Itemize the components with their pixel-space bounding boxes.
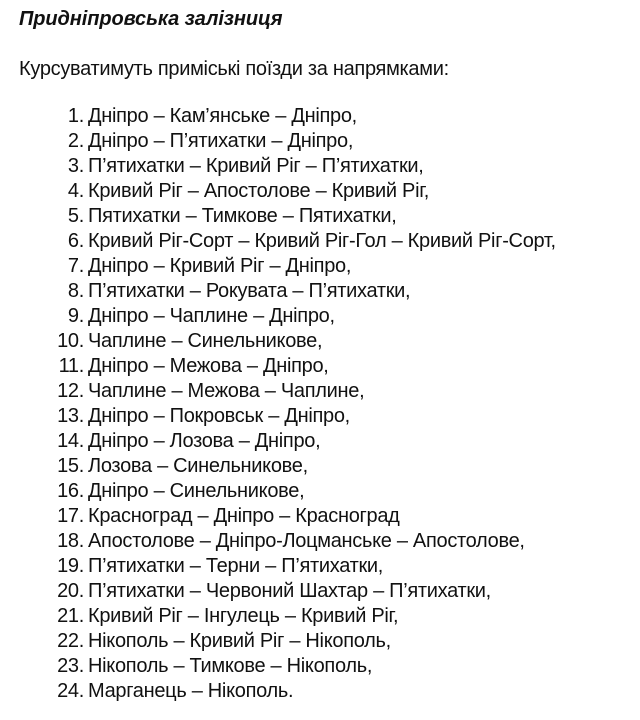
route-text: Кривий Ріг-Сорт – Кривий Ріг-Гол – Кривий Ріг-Сорт, xyxy=(88,230,556,252)
item-number: 12. xyxy=(57,380,84,402)
route-text: Дніпро – Кривий Ріг – Дніпро, xyxy=(88,255,352,277)
route-text: П’ятихатки – Терни – П’ятихатки, xyxy=(88,555,384,577)
route-text: Кривий Ріг – Інгулець – Кривий Ріг, xyxy=(88,605,399,627)
item-number: 8. xyxy=(67,280,84,302)
item-number: 1. xyxy=(67,105,84,127)
item-number: 20. xyxy=(57,580,84,602)
item-number: 15. xyxy=(57,455,84,477)
intro-text: Курсуватимуть приміські поїзди за напрямками: xyxy=(19,58,449,80)
route-text: Чаплине – Межова – Чаплине, xyxy=(88,380,365,402)
route-text: Кривий Ріг – Апостолове – Кривий Ріг, xyxy=(88,180,430,202)
item-number: 11. xyxy=(58,355,84,377)
item-number: 14. xyxy=(57,430,84,452)
route-text: Дніпро – Лозова – Дніпро, xyxy=(88,430,321,452)
route-text: Апостолове – Дніпро-Лоцманське – Апостолове, xyxy=(88,530,525,552)
route-text: Дніпро – Чаплине – Дніпро, xyxy=(88,305,335,327)
item-number: 23. xyxy=(57,655,84,677)
route-text: Марганець – Нікополь. xyxy=(88,680,294,702)
document-title: Придніпровська залізниця xyxy=(19,8,283,30)
route-text: Красноград – Дніпро – Красноград xyxy=(88,505,400,527)
route-text: Дніпро – Кам’янське – Дніпро, xyxy=(88,105,357,127)
item-number: 7. xyxy=(67,255,84,277)
item-number: 3. xyxy=(67,155,84,177)
item-number: 2. xyxy=(67,130,84,152)
item-number: 13. xyxy=(57,405,84,427)
route-text: Нікополь – Тимкове – Нікополь, xyxy=(88,655,373,677)
route-text: Пятихатки – Тимкове – Пятихатки, xyxy=(88,205,397,227)
item-number: 18. xyxy=(57,530,84,552)
route-text: Дніпро – П’ятихатки – Дніпро, xyxy=(88,130,354,152)
route-text: П’ятихатки – Кривий Ріг – П’ятихатки, xyxy=(88,155,424,177)
item-number: 21. xyxy=(57,605,84,627)
item-number: 4. xyxy=(67,180,84,202)
route-text: Дніпро – Межова – Дніпро, xyxy=(88,355,329,377)
route-text: Дніпро – Покровськ – Дніпро, xyxy=(88,405,350,427)
route-text: Лозова – Синельникове, xyxy=(88,455,308,477)
item-number: 5. xyxy=(67,205,84,227)
item-number: 10. xyxy=(57,330,84,352)
item-number: 19. xyxy=(57,555,84,577)
route-text: Дніпро – Синельникове, xyxy=(88,480,305,502)
item-number: 16. xyxy=(57,480,84,502)
item-number: 24. xyxy=(57,680,84,702)
item-number: 9. xyxy=(67,305,84,327)
route-text: Чаплине – Синельникове, xyxy=(88,330,323,352)
route-text: П’ятихатки – Червоний Шахтар – П’ятихатки, xyxy=(88,580,491,602)
route-text: П’ятихатки – Рокувата – П’ятихатки, xyxy=(88,280,411,302)
item-number: 22. xyxy=(57,630,84,652)
item-number: 6. xyxy=(67,230,84,252)
item-number: 17. xyxy=(57,505,84,527)
route-text: Нікополь – Кривий Ріг – Нікополь, xyxy=(88,630,391,652)
